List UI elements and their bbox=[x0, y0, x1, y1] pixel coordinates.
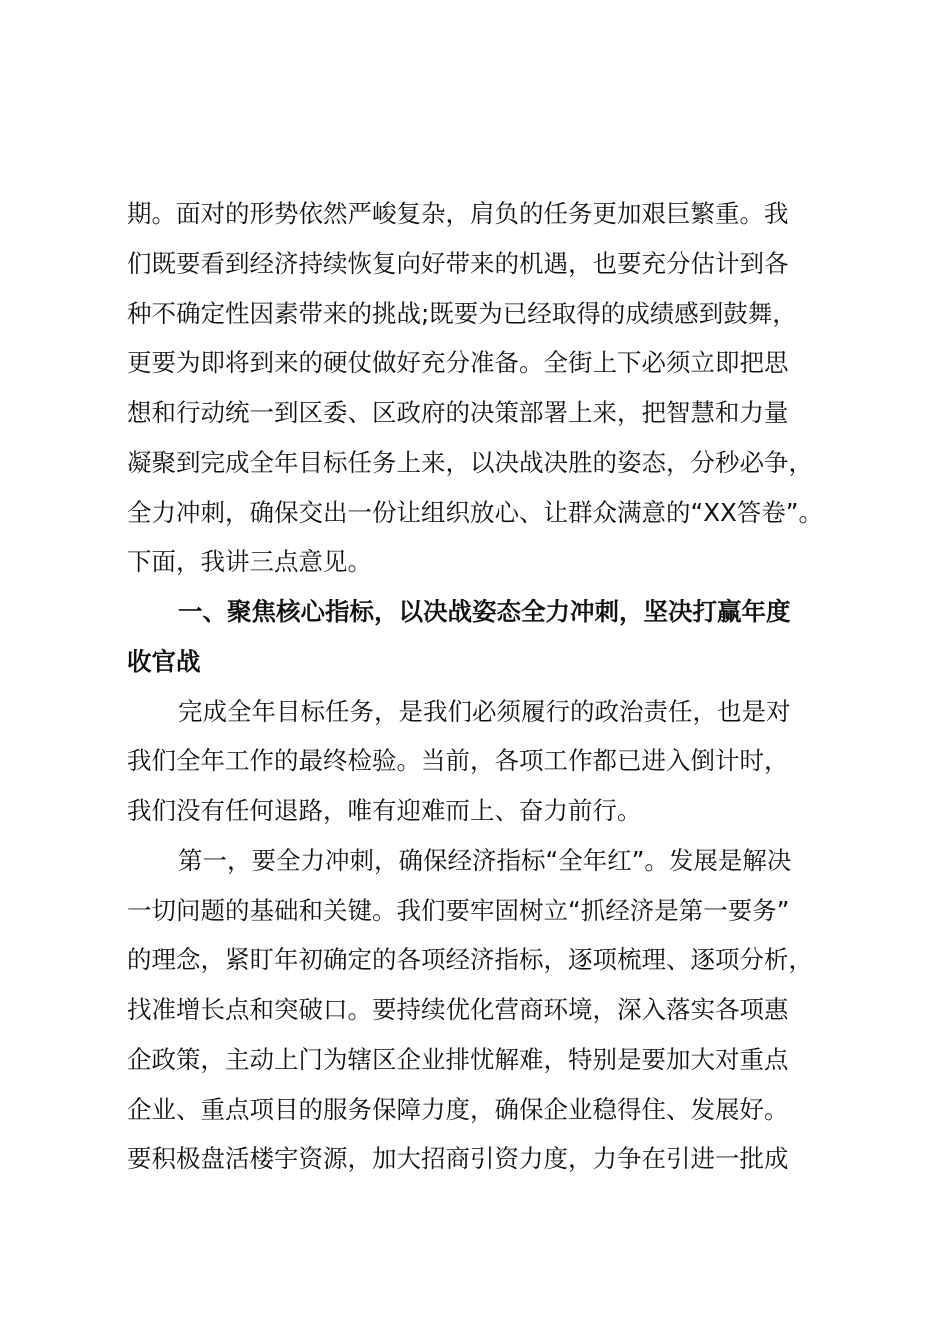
paragraph-line: 们既要看到经济持续恢复向好带来的机遇，也要充分估计到各 bbox=[127, 249, 789, 278]
paragraph-line: 一切问题的基础和关键。我们要牢固树立“抓经济是第一要务” bbox=[127, 896, 790, 925]
paragraph-line: 想和行动统一到区委、区政府的决策部署上来，把智慧和力量 bbox=[127, 398, 789, 427]
paragraph-line: 全力冲刺，确保交出一份让组织放心、让群众满意的“XX答卷”。 bbox=[127, 498, 823, 527]
paragraph-line: 企政策，主动上门为辖区企业排忧解难，特别是要加大对重点 bbox=[127, 1045, 789, 1074]
paragraph-line: 我们全年工作的最终检验。当前，各项工作都已进入倒计时， bbox=[127, 746, 789, 775]
paragraph-line: 我们没有任何退路，唯有迎难而上、奋力前行。 bbox=[127, 796, 642, 825]
paragraph-first-line: 第一，要全力冲刺，确保经济指标“全年红”。发展是解决 bbox=[178, 846, 792, 875]
paragraph-line: 凝聚到完成全年目标任务上来，以决战决胜的姿态，分秒必争， bbox=[127, 448, 813, 477]
section-heading: 一、聚焦核心指标，以决战姿态全力冲刺，坚决打赢年度 bbox=[178, 597, 791, 626]
paragraph-line: 期。面对的形势依然严峻复杂，肩负的任务更加艰巨繁重。我 bbox=[127, 199, 789, 228]
paragraph-line: 种不确定性因素带来的挑战;既要为已经取得的成绩感到鼓舞， bbox=[127, 299, 797, 328]
paragraph-line: 下面，我讲三点意见。 bbox=[127, 547, 372, 576]
paragraph-line: 的理念，紧盯年初确定的各项经济指标，逐项梳理、逐项分析， bbox=[127, 945, 813, 974]
paragraph-line: 更要为即将到来的硬仗做好充分准备。全街上下必须立即把思 bbox=[127, 348, 789, 377]
paragraph-line: 企业、重点项目的服务保障力度，确保企业稳得住、发展好。 bbox=[127, 1095, 789, 1124]
paragraph-line: 要积极盘活楼宇资源，加大招商引资力度，力争在引进一批成 bbox=[127, 1144, 789, 1173]
paragraph-line: 找准增长点和突破口。要持续优化营商环境，深入落实各项惠 bbox=[127, 995, 789, 1024]
paragraph-first-line: 完成全年目标任务，是我们必须履行的政治责任，也是对 bbox=[178, 697, 791, 726]
section-heading-continued: 收官战 bbox=[127, 647, 201, 676]
